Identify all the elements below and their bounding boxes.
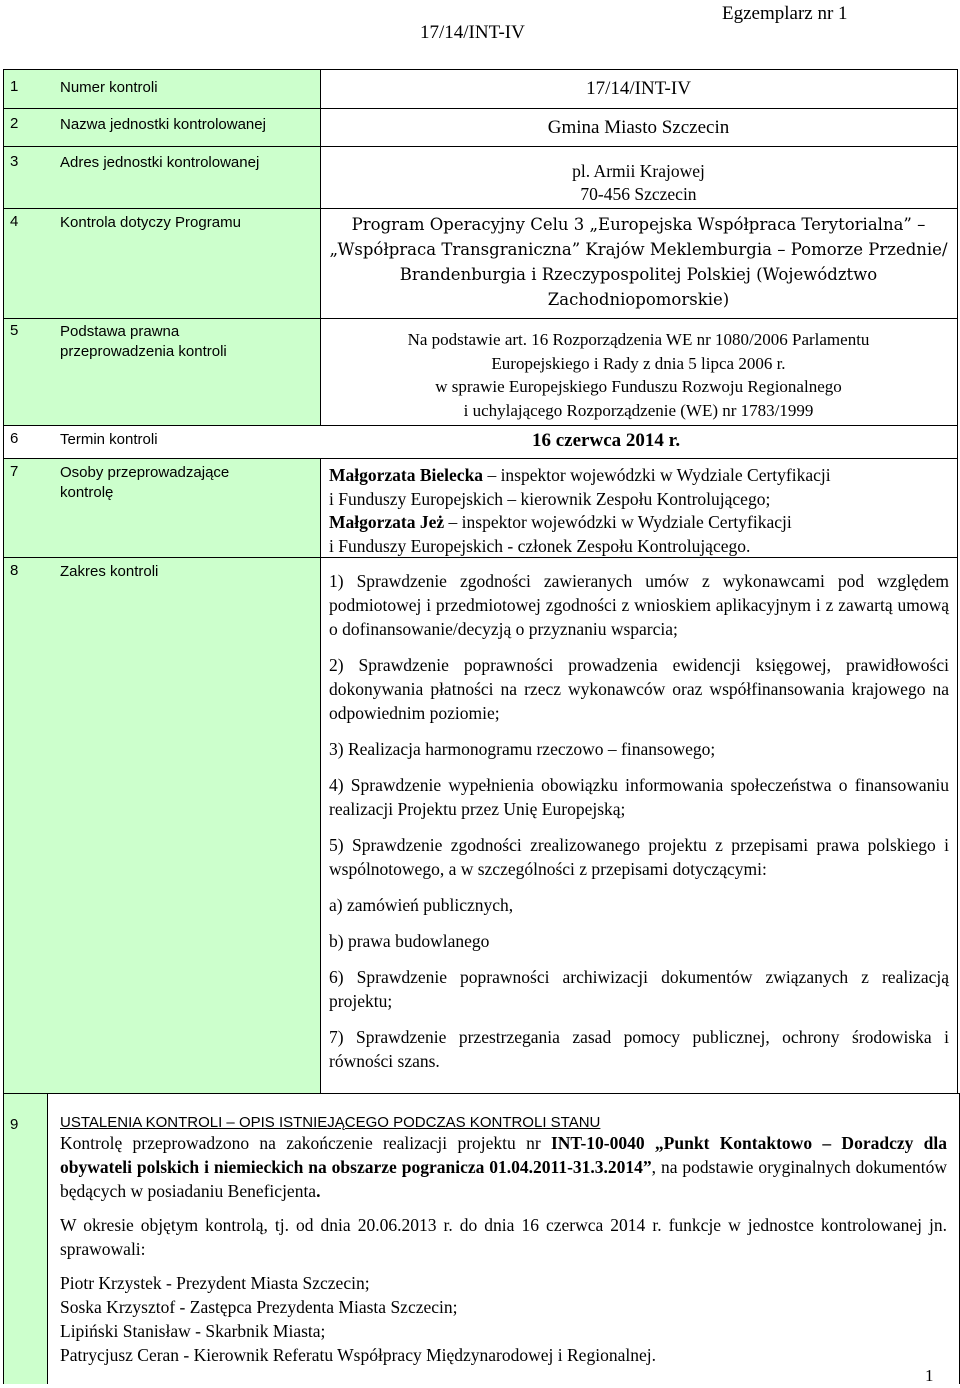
officials-list — [60, 1271, 947, 1367]
scope-item: 3) Realizacja harmonogramu rzeczowo – finansowego; — [329, 739, 716, 759]
row-number: 3 — [10, 153, 19, 170]
row-program — [3, 208, 958, 319]
row-unit-name — [3, 108, 958, 147]
inspector-2-name: Małgorzata Jeż — [329, 512, 445, 532]
project-name: INT-10-0040 „Punkt Kontaktowo – Doradczy dla obywateli polskich i niemieckich na obszarze pogranicza 01.04.2011-31.3.2014” — [60, 1133, 947, 1177]
row-label: kontrolę — [60, 484, 114, 501]
scope-item: a) zamówień publicznych, — [329, 895, 514, 915]
inspector-2-line-1 — [329, 510, 792, 534]
row-number: 4 — [10, 213, 19, 230]
row-inspection-date — [3, 425, 958, 459]
row-number: 5 — [10, 322, 19, 339]
row-number: 7 — [10, 463, 19, 480]
official-entry: Patrycjusz Ceran - Kierownik Referatu Współpracy Międzynarodowej i Regionalnej. — [60, 1345, 656, 1365]
row-findings — [3, 1093, 960, 1384]
row-legal-basis — [3, 318, 958, 426]
legal-basis-line-3: w sprawie Europejskiego Funduszu Rozwoju Regionalnego — [435, 377, 842, 396]
inspector-2-line-2: i Funduszy Europejskich - członek Zespołu Kontrolującego. — [329, 536, 751, 556]
legal-basis-line-2: Europejskiego i Rady z dnia 5 lipca 2006 r. — [491, 354, 786, 373]
program-name: Program Operacyjny Celu 3 „Europejska Współpraca Terytorialna” – „Współpraca Transgraniczna” Krajów Meklemburgia – Pomorze Przednie/ Brandenburgia i Rzeczypospolitej Polskiej (Województwo Zachodniopomorskie) — [329, 215, 948, 309]
address-line-1: pl. Armii Krajowej — [572, 161, 705, 181]
row-label: Numer kontroli — [60, 79, 158, 96]
scope-item: 1) Sprawdzenie zgodności zawieranych umów z wykonawcami pod względem podmiotowej i przedmiotowej zgodności z wnioskiem aplikacyjnym i z zawartą umową o dofinansowanie/decyzją o przyznaniu wsparcia; — [329, 571, 949, 639]
scope-item: 7) Sprawdzenie przestrzegania zasad pomocy publicznej, ochrony środowiska i równości szans. — [329, 1027, 949, 1071]
official-entry: Piotr Krzystek - Prezydent Miasta Szczecin; — [60, 1273, 370, 1293]
scope-item: 5) Sprawdzenie zgodności zrealizowanego projektu z przepisami prawa polskiego i wspólnotowego, a w szczególności z przepisami dotyczącymi: — [329, 835, 949, 879]
inspector-1-line-2: i Funduszy Europejskich – kierownik Zespołu Kontrolującego; — [329, 489, 771, 509]
row-label: Termin kontroli — [60, 431, 158, 448]
row-number: 9 — [10, 1116, 19, 1133]
inspector-2-role: – inspektor wojewódzki w Wydziale Certyfikacji — [444, 512, 792, 532]
row-number: 8 — [10, 562, 19, 579]
row-number: 2 — [10, 115, 19, 132]
document-number: 17/14/INT-IV — [420, 22, 525, 43]
row-label: przeprowadzenia kontroli — [60, 343, 227, 360]
inspector-1-name: Małgorzata Bielecka — [329, 465, 484, 485]
row-inspection-number — [3, 69, 958, 109]
legal-basis-line-1: Na podstawie art. 16 Rozporządzenia WE nr 1080/2006 Parlamentu — [407, 330, 870, 349]
row-label: Osoby przeprowadzające — [60, 464, 230, 481]
row-label: Adres jednostki kontrolowanej — [60, 154, 260, 171]
findings-text: . — [316, 1181, 321, 1201]
inspector-1-line-1 — [329, 463, 831, 487]
scope-item: 6) Sprawdzenie poprawności archiwizacji dokumentów związanych z realizacją projektu; — [329, 967, 949, 1011]
row-label: Zakres kontroli — [60, 563, 159, 580]
page-number: 1 — [925, 1366, 934, 1385]
scope-item: 2) Sprawdzenie poprawności prowadzenia ewidencji księgowej, prawidłowości dokonywania płatności na rzecz wykonawców oraz współfinansowania krajowego na odpowiednim poziomie; — [329, 655, 949, 723]
inspector-1-role: – inspektor wojewódzki w Wydziale Certyfikacji — [483, 465, 831, 485]
unit-name-value: Gmina Miasto Szczecin — [547, 117, 730, 138]
row-number: 1 — [10, 78, 19, 95]
address-line-2: 70-456 Szczecin — [580, 184, 697, 204]
row-number: 6 — [10, 430, 19, 447]
row-label: Kontrola dotyczy Programu — [60, 214, 241, 231]
legal-basis-line-4: i uchylającego Rozporządzenie (WE) nr 1783/1999 — [463, 401, 814, 420]
findings-text: Kontrolę przeprowadzono na zakończenie realizacji projektu nr — [60, 1133, 551, 1153]
findings-paragraph-1 — [60, 1131, 947, 1203]
row-inspectors — [3, 458, 958, 558]
inspection-date-value: 16 czerwca 2014 r. — [532, 430, 681, 451]
findings-paragraph-2: W okresie objętym kontrolą, tj. od dnia 20.06.2013 r. do dnia 16 czerwca 2014 r. funkcje w jednostce kontrolowanej jn. sprawowali: — [60, 1215, 947, 1259]
row-label: Nazwa jednostki kontrolowanej — [60, 116, 266, 133]
official-entry: Lipiński Stanisław - Skarbnik Miasta; — [60, 1321, 326, 1341]
row-scope — [3, 557, 958, 1094]
findings-heading: USTALENIA KONTROLI – OPIS ISTNIEJĄCEGO PODCZAS KONTROLI STANU — [60, 1114, 601, 1131]
official-entry: Soska Krzysztof - Zastępca Prezydenta Miasta Szczecin; — [60, 1297, 458, 1317]
findings-text: , na podstawie oryginalnych dokumentów będących w posiadaniu Beneficjenta — [60, 1157, 947, 1201]
copy-number-label: Egzemplarz nr 1 — [722, 3, 848, 24]
inspection-number-value: 17/14/INT-IV — [586, 78, 691, 99]
scope-item: 4) Sprawdzenie wypełnienia obowiązku informowania społeczeństwa o finansowaniu realizacji Projektu przez Unię Europejską; — [329, 775, 949, 819]
scope-item: b) prawa budowlanego — [329, 931, 490, 951]
row-label: Podstawa prawna — [60, 323, 180, 340]
row-unit-address — [3, 146, 958, 209]
